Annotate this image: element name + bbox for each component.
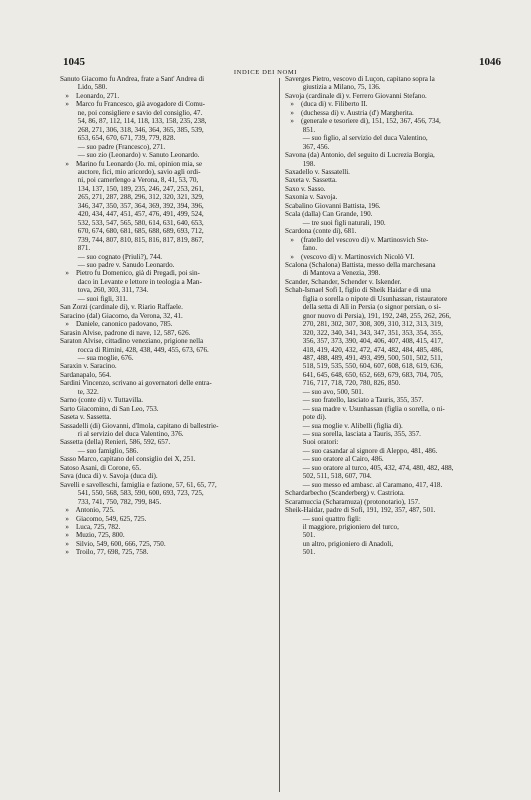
index-line: Saxonia v. Savoja. [285,193,338,202]
index-line: 346, 347, 350, 357, 364, 369, 392, 394, 396, [60,201,204,210]
index-line: » Luca, 725, 782. [60,523,121,532]
index-line: Sardanapalo, 564. [60,370,112,379]
page-number-right: 1046 [479,56,501,68]
index-line: » (generale e tesoriere di), 151, 152, 367, 456, 734, [285,117,441,126]
index-line: un altro, prigioniero di Anadoli, [285,539,393,548]
index-line: Suoi oratori: [285,438,339,447]
index-line: 851. [285,125,316,134]
index-line: Schardarbecho (Scanderberg) v. Castriota. [285,489,405,498]
index-line: 653, 654, 670, 671, 739, 779, 828. [60,134,176,143]
index-line: — suoi figli, 311. [60,294,128,303]
index-line: Lido, 580. [60,83,108,92]
index-line: 420, 434, 447, 451, 457, 476, 491, 499, 524, [60,210,204,219]
index-line: Saracino (dal) Giacomo, da Verona, 32, 41. [60,311,183,320]
index-line: della setta di Alì in Persia (o signor persian, o si- [285,303,441,312]
running-title: INDICE DEI NOMI [233,69,298,76]
index-line: Sanuto Giacomo fu Andrea, frate a Sant' Andrea di [60,75,205,83]
index-line: » Marino fu Leonardo (Jo. mi, opinion mia, se [60,159,203,168]
index-line: Sarasin Alvise, padrone di nave, 12, 587, 626. [60,328,191,337]
index-line: Sassadelli (di) Giovanni, d'Imola, capitano di ballestrie- [60,421,219,430]
index-line: 532, 533, 547, 565, 580, 614, 631, 640, 653, [60,218,204,227]
index-line: Saxo v. Sasso. [285,184,326,193]
index-line: — tre suoi figli naturali, 190. [285,218,386,227]
index-line: Savona (da) Antonio, del seguito di Lucrezia Borgia, [285,151,435,160]
index-line: il maggiore, prigioniero del turco, [285,523,399,532]
index-line: Sava (duca di) v. Savoja (duca di). [60,472,158,481]
index-line: — suo zio (Leonardo) v. Sanuto Leonardo. [60,151,200,160]
index-line: Scala (dalla) Can Grande, 190. [285,210,373,219]
index-line: — suo oratore al Cairo, 486. [285,455,384,464]
index-line: Scabalino Giovanni Battista, 196. [285,201,381,210]
index-line: Satoso Asani, di Corone, 65. [60,463,141,472]
index-line: auctore, fici, mio aricordo), savio agli ordi- [60,167,201,176]
index-line: — suoi quattro figli: [285,514,361,523]
index-line: 716, 717, 718, 720, 780, 826, 850. [285,379,401,388]
index-line: » Leonardo, 271. [60,91,120,100]
index-line: » (fratello del vescovo di) v. Martinosvich Ste- [285,235,429,244]
index-line: » (duchessa di) v. Austria (d') Margherita. [285,108,414,117]
index-line: Saraton Alvise, cittadino veneziano, prigione nella [60,337,204,346]
right-column [285,75,503,557]
index-line: Sarno (conte di) v. Tuttavilla. [60,396,144,405]
index-line: pote di). [285,413,327,422]
index-line: 502, 511, 518, 607, 704. [285,472,372,481]
index-line: San Zorzi (cardinale di), v. Riario Raffaele. [60,303,183,312]
index-line: Sheik-Haidar, padre di Sofì, 191, 192, 357, 487, 501. [285,506,436,515]
index-line: — suo avo, 500, 501. [285,387,364,396]
index-line: — suo fratello, lasciato a Tauris, 355, 357. [285,396,424,405]
index-line: figlia o sorella o nipote di Usunhassan, ristauratore [285,294,448,303]
index-line: Scardona (conte di), 681. [285,227,357,236]
index-line: ni, poi camerlengo a Verona, 8, 41, 53, 70, [60,176,199,185]
index-line: 739, 744, 807, 810, 815, 816, 817, 819, 867, [60,235,204,244]
index-line: Saxadello v. Sassatelli. [285,167,350,176]
index-line: 265, 271, 287, 288, 296, 312, 320, 321, 329, [60,193,204,202]
index-line: gnor nuovo di Persia), 191, 192, 248, 255, 262, 266, [285,311,451,320]
index-line: 733, 741, 750, 782, 799, 845. [60,497,162,506]
index-line: 541, 550, 568, 583, 590, 600, 693, 723, 725, [60,489,204,498]
index-line: » Antonio, 725. [60,506,115,515]
index-line: 320, 322, 340, 341, 343, 347, 351, 353, 354, 355, [285,328,443,337]
index-line: ne, poi consigliere e savio del consiglio, 47. [60,108,203,117]
index-line: » Giacomo, 549, 625, 725. [60,514,147,523]
index-line: Saraxin v. Saracino. [60,362,117,371]
index-line: Schah-Ismael Sofì I, figlio di Sheik Haidar e di una [285,286,431,295]
index-line: fano. [285,244,318,253]
index-line: Scalona (Schalona) Battista, messo della marchesana [285,260,436,269]
index-line: — sua moglie, 676. [60,353,134,362]
page-number-left: 1045 [63,56,85,68]
index-line: Sassetta (della) Renieri, 586, 592, 657. [60,438,171,447]
index-line: Saseta v. Sassetta. [60,413,112,422]
index-line: » Muzio, 725, 800. [60,531,125,540]
index-line: 501. [285,548,316,557]
index-line: Scaramuccia (Scharamuza) (protonotario), 157. [285,497,420,506]
index-line: te, 322. [60,387,99,396]
index-line: rocca di Rimini, 428, 438, 449, 455, 673, 676. [60,345,209,354]
index-line: Sasso Marco, capitano del consiglio dei X, 251. [60,455,196,464]
index-line: 871. [60,244,91,253]
index-line: » (duca di) v. Filiberto II. [285,100,368,109]
column-divider [279,78,280,792]
index-line: — sua moglie v. Alibelli (figlia di). [285,421,403,430]
index-line: 518, 519, 535, 550, 604, 607, 608, 618, 619, 636, [285,362,443,371]
index-line: » Marco fu Francesco, già avogadore di Comu- [60,100,205,109]
index-line: — suo messo ed ambasc. al Caramano, 417, 418. [285,480,443,489]
index-line: » (vescovo di) v. Martinosvich Nicolò VI. [285,252,415,261]
index-line: 198. [285,159,316,168]
left-column [60,75,275,557]
index-line: Savoja (cardinale di) v. Ferrero Giovanni Stefano. [285,91,427,100]
index-line: 418, 419, 420, 432, 472, 474, 482, 484, 485, 486, [285,345,443,354]
index-line: » Silvio, 549, 600, 666, 725, 750. [60,539,166,548]
index-line: — suo oratore al turco, 405, 432, 474, 480, 482, 488, [285,463,454,472]
index-line: 54, 86, 87, 112, 114, 118, 133, 158, 235, 238, [60,117,207,126]
index-line: — suo cognato (Priuli?), 744. [60,252,163,261]
page-header [0,56,531,76]
index-line: giustizia a Milano, 75, 136. [285,83,381,92]
index-line: daco in Levante e lettore in teologia a Man- [60,277,202,286]
index-line: » Troilo, 77, 698, 725, 758. [60,548,149,557]
index-line: — suo padre (Francesco), 271. [60,142,166,151]
index-line: » Pietro fu Domenico, già di Pregadi, poi sin- [60,269,200,278]
index-line: 268, 271, 306, 318, 346, 364, 365, 385, 539, [60,125,204,134]
index-line: tova, 260, 303, 311, 734. [60,286,149,295]
index-line: » Daniele, canonico padovano, 785. [60,320,173,329]
index-line: 270, 281, 302, 307, 308, 309, 310, 312, 313, 319, [285,320,443,329]
index-line: — sua sorella, lasciata a Tauris, 355, 357. [285,430,421,439]
index-line: Savelli e savelleschi, famiglia e fazione, 57, 61, 65, 77, [60,480,217,489]
index-line: 501. [285,531,316,540]
index-line: — suo padre v. Sanudo Leonardo. [60,260,175,269]
index-line: 356, 357, 373, 390, 404, 406, 407, 408, 415, 417, [285,337,443,346]
index-line: — sua madre v. Usunhassan (figlia o sorella, o ni- [285,404,445,413]
index-line: 134, 137, 150, 189, 235, 246, 247, 253, 261, [60,184,204,193]
index-line: Sardini Vincenzo, scrivano ai governatori delle entra- [60,379,212,388]
index-line: — suo famiglio, 586. [60,446,139,455]
index-line: 367, 456. [285,142,330,151]
index-line: Scander, Schander, Schender v. Iskender. [285,277,402,286]
index-line: Saverges Pietro, vescovo di Luçon, capitano sopra la [285,75,435,83]
index-line: 670, 674, 680, 681, 685, 688, 689, 693, 712, [60,227,204,236]
index-line: — suo casandar al signore di Aleppo, 481, 486. [285,446,438,455]
index-line: Saxeta v. Sassetta. [285,176,337,185]
index-line: ri al servizio del duca Valentino, 376. [60,430,184,439]
index-line: 641, 645, 648, 650, 652, 669, 679, 683, 704, 705, [285,370,443,379]
index-line: di Mantova a Venezia, 398. [285,269,381,278]
index-line: — suo figlio, al servizio del duca Valentino, [285,134,428,143]
index-line: 487, 488, 489, 491, 493, 499, 500, 501, 502, 511, [285,353,443,362]
index-line: Sarto Giacomino, di San Leo, 753. [60,404,159,413]
